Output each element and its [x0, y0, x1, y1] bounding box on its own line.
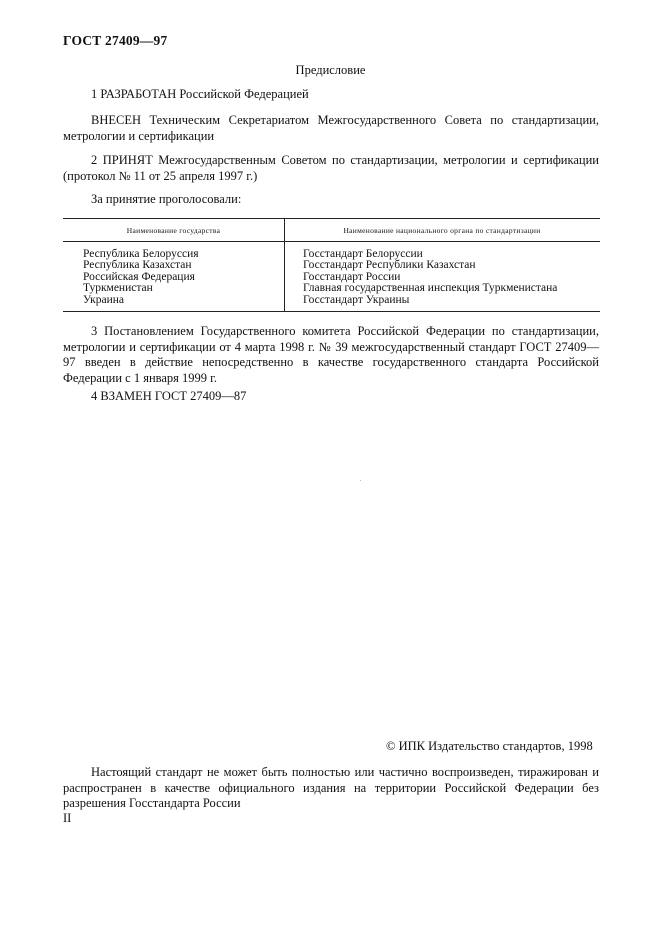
- table-column-authorities: [303, 249, 557, 306]
- table-header-authority: Наименование национального органа по стандартизации: [343, 226, 541, 235]
- table-cell-authority: Госстандарт Белоруссии: [303, 248, 423, 260]
- table-cell-authority: Госстандарт Республики Казахстан: [303, 259, 476, 272]
- table-cell-authority: Госстандарт Украины: [303, 293, 410, 306]
- table-cell-state: Российская Федерация: [83, 270, 195, 283]
- page-number: II: [63, 811, 72, 825]
- table-cell-state: Украина: [83, 293, 124, 306]
- section-4-replaces: 4 ВЗАМЕН ГОСТ 27409—87: [91, 389, 247, 403]
- table-cell-authority: Госстандарт России: [303, 270, 401, 283]
- section-1-submitted: ВНЕСЕН Техническим Секретариатом Межгосударственного Совета по стандартизации, метрологии и сертификации: [63, 113, 599, 143]
- voting-intro: За принятие проголосовали:: [91, 192, 242, 206]
- reproduction-notice: Настоящий стандарт не может быть полностью или частично воспроизведен, тиражирован и распространен в качестве официального издания на территории Российской Федерации без разрешения Госстандарта России: [63, 765, 599, 810]
- section-2-adopted: 2 ПРИНЯТ Межгосударственным Советом по стандартизации, метрологии и сертификации (протокол № 11 от 25 апреля 1997 г.): [63, 153, 599, 183]
- table-cell-authority: Главная государственная инспекция Туркменистана: [303, 282, 558, 295]
- scan-speck: [360, 480, 361, 481]
- voting-table: [63, 218, 600, 312]
- copyright-notice: © ИПК Издательство стандартов, 1998: [386, 739, 593, 753]
- table-column-states: [83, 249, 199, 306]
- table-cell-state: Республика Белоруссия: [83, 248, 199, 260]
- table-header-divider: [63, 241, 600, 242]
- table-cell-state: Республика Казахстан: [83, 259, 192, 272]
- section-3-enactment: 3 Постановлением Государственного комитета Российской Федерации по стандартизации, метрологии и сертификации от 4 марта 1998 г. № 39 межгосударственный стандарт ГОСТ 27409—97 введен в действие непосредственно в качестве государственного стандарта Российской Федерации с 1 января 1999 г.: [63, 324, 599, 385]
- document-code: ГОСТ 27409—97: [63, 33, 168, 48]
- section-1-developed: 1 РАЗРАБОТАН Российской Федерацией: [91, 87, 309, 101]
- table-cell-state: Туркменистан: [83, 282, 153, 295]
- page-title: Предисловие: [295, 63, 366, 77]
- table-header-state: Наименование государства: [126, 226, 221, 235]
